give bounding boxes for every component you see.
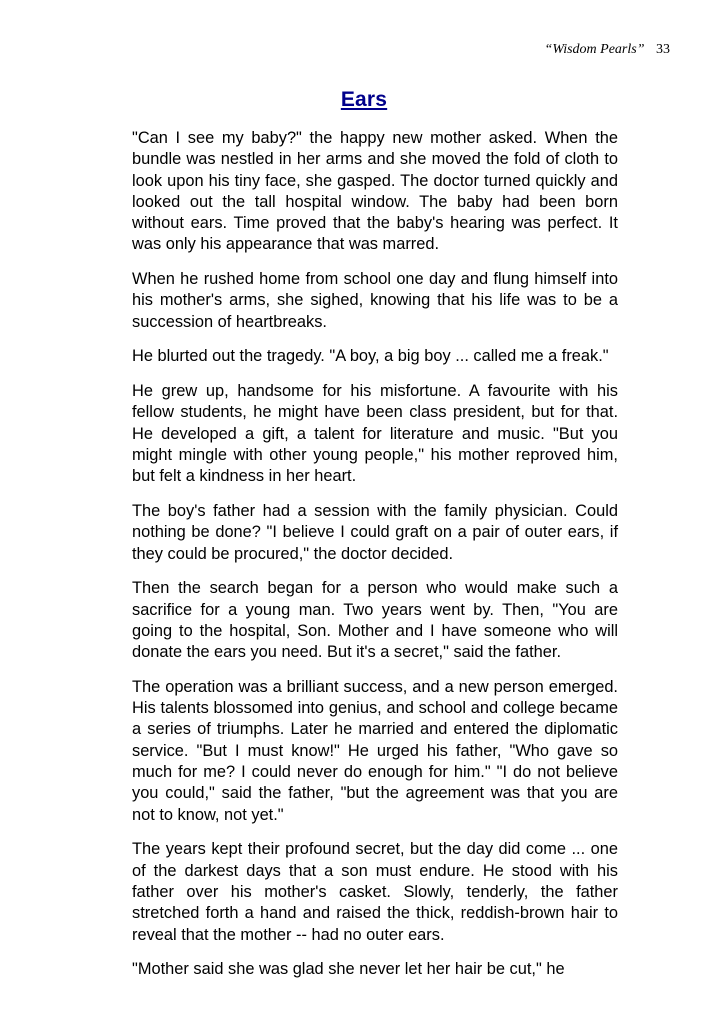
series-title: “Wisdom Pearls” xyxy=(544,42,645,57)
paragraph: The boy's father had a session with the family physician. Could nothing be done? "I believe I could graft on a pair of outer ears, if they could be procured," the doctor decided. xyxy=(132,502,618,563)
paragraph: He blurted out the tragedy. "A boy, a big boy ... called me a freak." xyxy=(132,347,609,366)
story-title: Ears xyxy=(340,88,388,111)
page-number: 33 xyxy=(656,42,670,57)
paragraph: "Mother said she was glad she never let her hair be cut," he xyxy=(132,960,565,979)
paragraph: When he rushed home from school one day and flung himself into his mother's arms, she sighed, knowing that his life was to be a succession of heartbreaks. xyxy=(132,270,618,331)
story-body xyxy=(132,128,618,994)
paragraph: "Can I see my baby?" the happy new mother asked. When the bundle was nestled in her arms and she moved the fold of cloth to look upon his tiny face, she gasped. The doctor turned quickly and looked out the tall hospital window. The baby had been born without ears. Time proved that the baby's hearing was perfect. It was only his appearance that was marred. xyxy=(132,129,618,254)
paragraph: He grew up, handsome for his misfortune. A favourite with his fellow students, he might have been class president, but for that. He developed a gift, a talent for literature and music. "But you might mingle with other young people," his mother reproved him, but felt a kindness in her heart. xyxy=(132,382,618,486)
paragraph: Then the search began for a person who would make such a sacrifice for a young man. Two years went by. Then, "You are going to the hospital, Son. Mother and I have someone who will donate the ears you need. But it's a secret," said the father. xyxy=(132,579,618,662)
paragraph: The years kept their profound secret, but the day did come ... one of the darkest days that a son must endure. He stood with his father over his mother's casket. Slowly, tenderly, the father stretched forth a hand and raised the thick, reddish-brown hair to reveal that the mother -- had no outer ears. xyxy=(132,840,618,944)
paragraph: The operation was a brilliant success, and a new person emerged. His talents blossomed into genius, and school and college became a series of triumphs. Later he married and entered the diplomatic service. "But I must know!" He urged his father, "Who gave so much for me? I could never do enough for him." "I do not believe you could," said the father, "but the agreement was that you are not to know, not yet." xyxy=(132,677,618,824)
running-header xyxy=(545,42,670,58)
